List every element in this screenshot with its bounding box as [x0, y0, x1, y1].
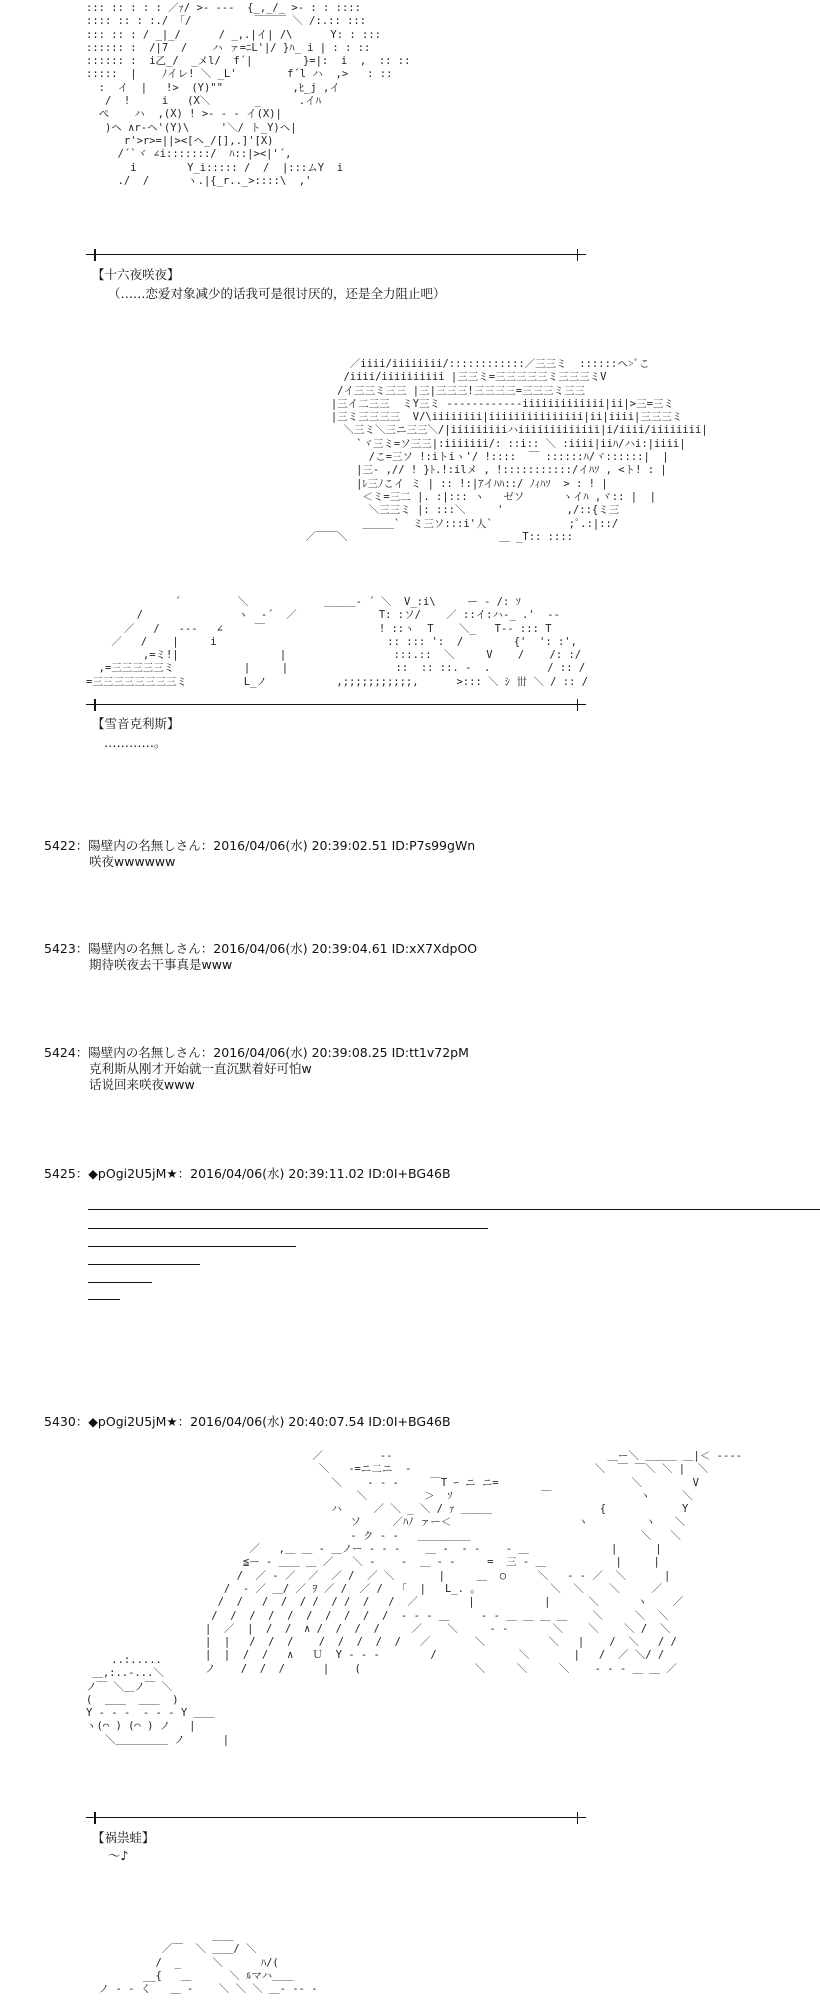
post-header: 5425：◆pOgi2U5jM★：2016/04/06(水) 20:39:11.02 ID:0I+BG46B: [44, 1166, 451, 1181]
post-5424: [44, 1045, 469, 1093]
post-header: 5422：陽壁内の名無しさん：2016/04/06(水) 20:39:02.51 ID:P7s99gWn: [44, 838, 476, 853]
separator-line: [88, 1209, 820, 1210]
post-body-line: 期待咲夜去干事真是www: [89, 957, 233, 972]
speaker-name: 【十六夜咲夜】: [92, 267, 180, 282]
post-5430: [44, 1414, 451, 1430]
speaker-name: 【雪音克利斯】: [92, 716, 180, 731]
speaker-name: 【祸祟蛙】: [92, 1830, 155, 1845]
speech-text: ～♪: [108, 1848, 129, 1863]
ascii-art-sakuya: ::: :: : : : ／ｧ/ >‐ ‐‐‐ {_,_/_ >‐ : : :::: :::: :: : :./ 「/ ￣￣￣ ＼ /:.:: ::: ::: :: : / _|_/ / _,.|イ| /\ Y: : ::: :::::: : /|7 / ハ ァ=ﾆL'|/ }ﾊ_ i | : : :: :::::: : i乙_/ _メl/ f´| }=|: i , :: :: ::::: | ﾉイレ! ＼ _L' f´l ハ ,> : :: : イ | !> (Y)"" ,ﾋ_j ,イ / ! i (X＼ _ .イﾊ ぺ ハ ,(X) ! >‐ ‐ ‐ イ(X)| )ヘ ∧r-ヘ'(Y)\ '＼/ ト_Y)ヘ| r'>r>=||><[ヘ_/[],.]'[X) /´`ヾ ∠i:::::::/ ﾊ::|><|'´, i Y_i::::: / / |:::ムY i ./ / ヽ.|{_r.._>::::\ ,': [86, 2, 411, 187]
separator-line: [88, 1282, 152, 1283]
ascii-art-clouds: ..:..... ＿,:..-...＼ ノ￣ ＼＿ノ￣ ＼ ( ＿＿ ＿＿ ) Y ‐ ‐ ‐ ‐ ‐ ‐ Y ＿＿ ヽ(⌒ ) (⌒ ) ノ | ＼＿＿＿＿＿ ノ |: [86, 1654, 230, 1746]
divider-line: [86, 1817, 586, 1818]
post-body-line: 咲夜wwwwww: [89, 854, 176, 869]
post-5422: [44, 838, 475, 870]
post-5423: [44, 941, 477, 973]
post-header: 5430：◆pOgi2U5jM★：2016/04/06(水) 20:40:07.54 ID:0I+BG46B: [44, 1414, 451, 1429]
speech-text: …………。: [104, 735, 167, 750]
divider-line: [86, 254, 586, 255]
speech-text: （……恋爱对象减少的话我可是很讨厌的，还是全力阻止吧）: [108, 286, 446, 301]
post-header: 5423：陽壁内の名無しさん：2016/04/06(水) 20:39:04.61 ID:xX7XdpOO: [44, 941, 478, 956]
post-body-line: 克利斯从刚才开始就一直沉默着好可怕w: [89, 1061, 312, 1076]
separator-line: [88, 1264, 200, 1265]
ascii-art-chris-lower: ´ ＼ ＿＿＿- ´ ＼ V_:i\ ー ‐ /: ｿ / ヽ ‐´ ／ T: :ソ/ ／ ::イ:ハ-_ .' ‐‐ ／ / ‐‐‐ ∠ ￣ ! ::ヽ T ＼_ T‐‐ ::: T ／ / | i :: ::: ': / {' ': :', ,=ミ!| | :::.:: ＼ V / /: :/ ,=三三三三三ミ | | :: :: ::. - . / :: / =三三三三三三三三ミ L_ノ ,;;;;;;;;;;;, >::: ＼ ｼ 丗 ＼ / :: /: [86, 596, 589, 688]
post-body-line: 话说回来咲夜www: [89, 1077, 195, 1092]
separator-line: [88, 1246, 296, 1247]
separator-line: [88, 1299, 120, 1300]
ascii-art-frog-god: ／ -‐ ＿ー＼ ＿＿＿ ＿|＜ ‐‐‐‐ ＼ ‐=ニ二ニ ‐ ＼ ￣ ￣＼ ＼ | ＼ ＼ ‐ ‐ ‐ ￣T ｰ ニ ニ= ＼ V ＼ ＞ ｿ ￣ ヽ ＼ ハ ／ ＼ _ ＼ / ｧ ＿＿＿ { Y ソ ／ﾊﾉ ァー＜ ヽ ヽ ＼ ‐ ク ‐ ‐ ＿＿＿＿＿ ＼ ＼ ／ ,＿ ＿ ‐ ＿ノー ‐ ‐ ‐ ＿ ‐ ‐ ‐ ‐ ＿ | | ≦ー ‐ ＿＿ ＿ ／ ＼ ‐ ‐ ＿ ‐ ‐ = 三 ‐ ＿ | | / ／ ‐ ／ ／ ／ / ／ ＼ | ＿ ○ ＼ ‐ ‐ ／ ＼ | / ‐ ／ ＿/ ／ ｦ ／ / ／ / ｢ | L_. 。 ＼ ＼ ＼ ／ / / / / / / / / / / ／ | | ＼ ヽ ／ / / / / / / / / / / ‐ ‐ ‐ ＿ ‐ ‐ ＿ ＿ ＿ ＿ ＼ ＼ ＼ | ／ | / / ∧ / / / / ／ ＼ ‐ ‐ ＼ ＼ ＼ / ＼ | | / / / / / / / / ／ ＼ ＼ | / ＼ / / | | / / ∧ Ｕ Y ‐ ‐ ‐ / ＼ | / ／ ＼/ / ノ / / / | ( ＼ ＼ ＼ ‐ ‐ ‐ ＿ ＿ ／: [204, 1450, 742, 1675]
separator-line: [88, 1228, 488, 1229]
ascii-art-chris: ／iiii/iiiiiiii/::::::::::::／三三ミ ::::::ヘ>ﾞこ /iiii/iiiiiiiiii |三三ミ=三三三三三ミ三三三ミV /イ三三ミ三三 |三|三三三!三三三三=三三三ミ三三 |三イ二三三 ミY三ミ ‐‐‐‐‐‐‐‐‐‐‐-iiiiiiiiiiiii|ii|>三=三ミ |三ミ三三三三 V/\iiiiiiii|iiiiiiiiiiiiiii|ii|iiii|三三三ミ ＼三ミ＼三ニ三三＼/|iiiiiiiiiハiiiiiiiiiiiii|i/iiii/iiiiiiii| `ヾ三ミ=ソ三三|:iiiiiii/: ::i:: ＼ :iiii|iiﾊ/ハi:|iiii| /こ=三ソ !:iトiヽ'/ !:::: ￣ ::::::ﾊ/ヾ::::::| | |三‐ ,// ! }ﾄ.!:ilメ , !:::::::::::/イﾊｿ , <ト! : | |ﾚ三ﾉこイ ミ | :: !:|ｱイﾊﾊ::/ ﾉｨﾊｿ > : ! | ＜ミ=三二 |. :|::: ヽ ゼソ ヽイﾊ ,ヾ:: | | ＼三三ミ |: :::＼ ' ,/::{ミ三 ＿＿＿` ミ三ソ:::i'人` ;ﾟ.:|::/ ／￣￣＼ ＿ _T:: ::::: [305, 358, 708, 543]
post-header: 5424：陽壁内の名無しさん：2016/04/06(水) 20:39:08.25 ID:tt1v72pM: [44, 1045, 469, 1060]
divider-line: [86, 704, 586, 705]
post-5425: [44, 1166, 451, 1182]
ascii-art-partial: ＿＿ ／￣ ＼ ＿＿/ ＼ / _ ＼ ﾊ/( __{ ＿ ＼ ﾙマハ＿＿ ノ ‐ ‐ く ＿ ‐ ＼ ＼ ＼ ＿‐ ‐‐ ‐: [98, 1930, 318, 1996]
